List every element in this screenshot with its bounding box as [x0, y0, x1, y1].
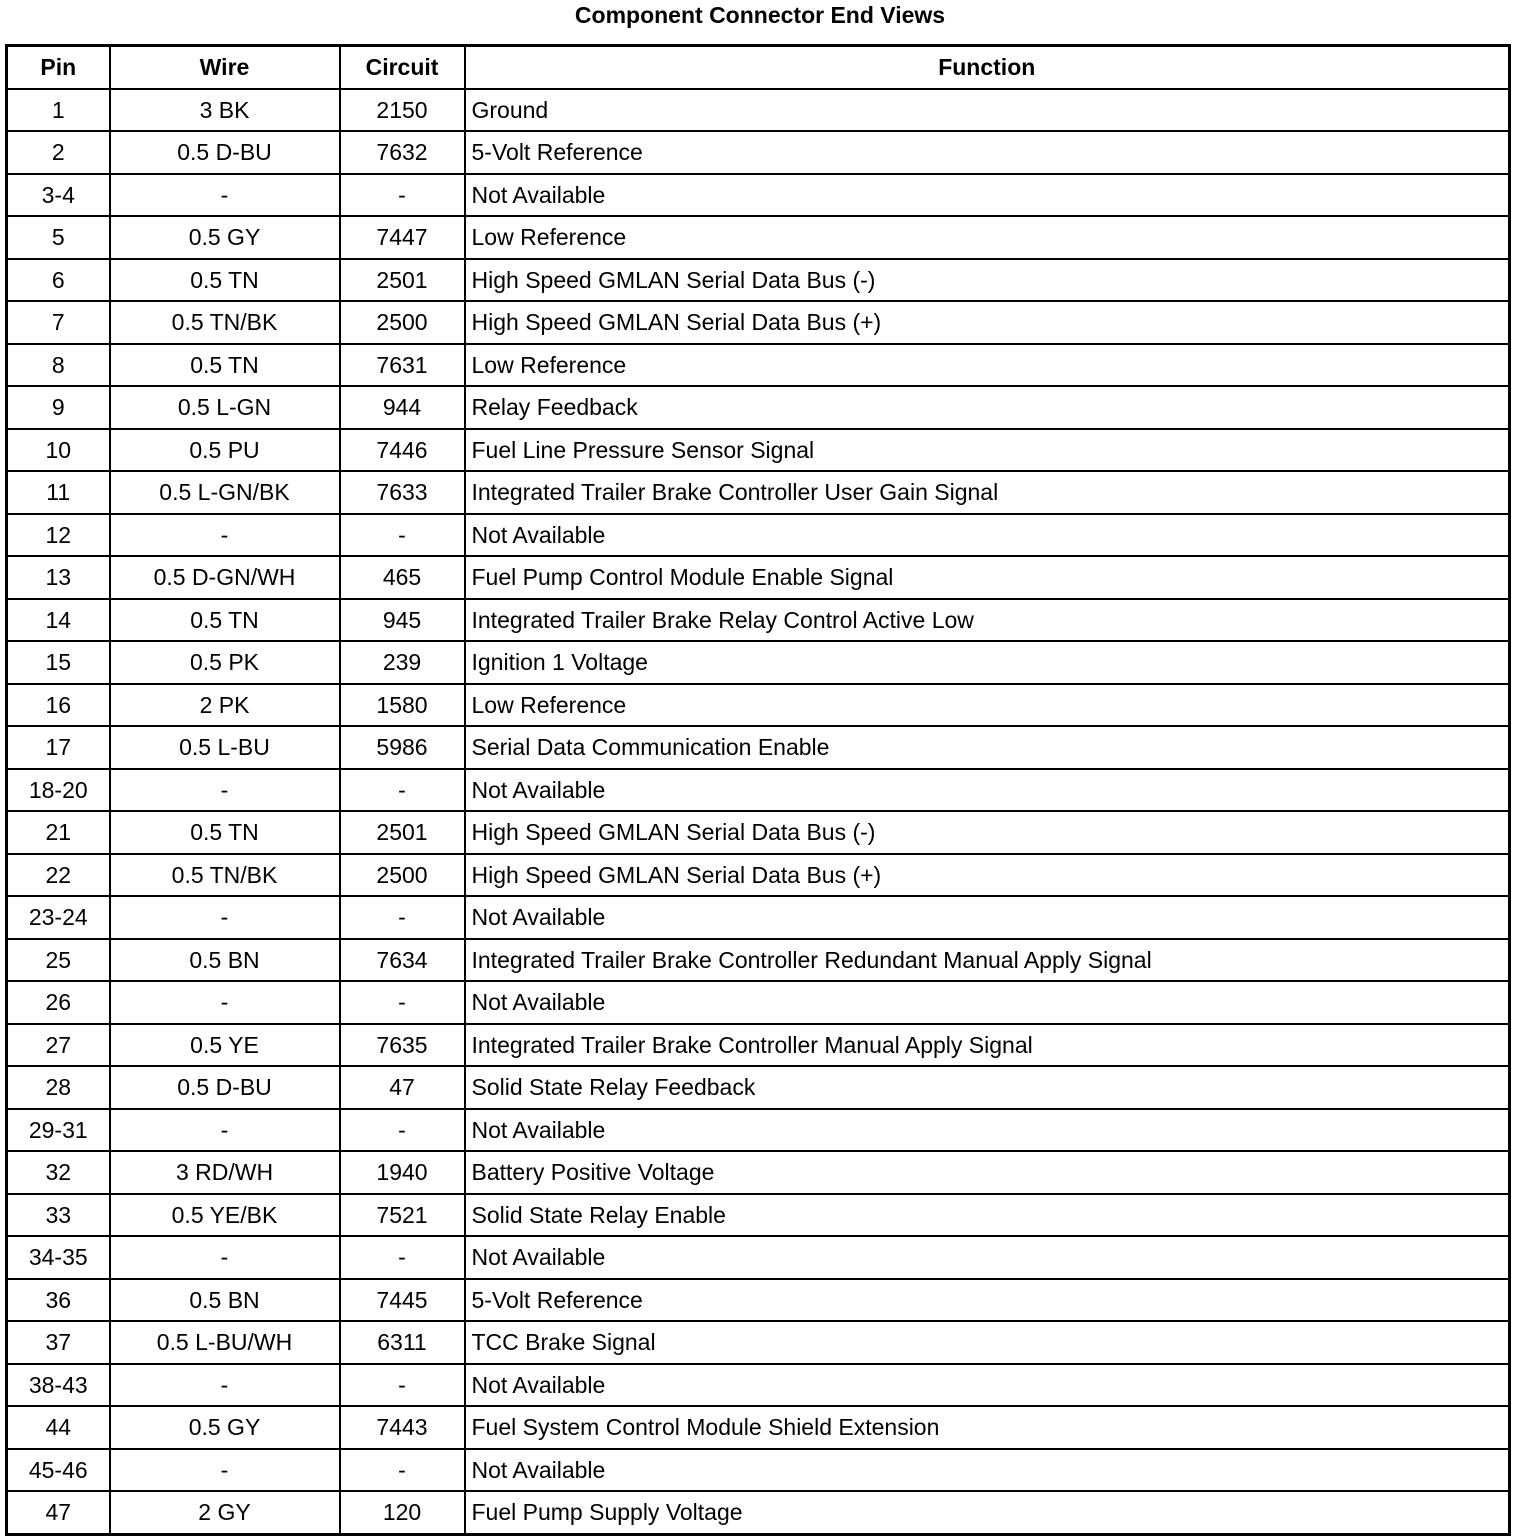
table-row [7, 1024, 1510, 1067]
cell-function: Low Reference [465, 216, 1510, 259]
table-row [7, 514, 1510, 557]
cell-wire: 0.5 D-GN/WH [110, 556, 340, 599]
table-row [7, 89, 1510, 132]
cell-function: High Speed GMLAN Serial Data Bus (+) [465, 854, 1510, 897]
cell-circuit: - [340, 896, 465, 939]
table-row [7, 1236, 1510, 1279]
cell-function: Not Available [465, 1449, 1510, 1492]
cell-circuit: 7443 [340, 1406, 465, 1449]
cell-circuit: - [340, 1109, 465, 1152]
cell-circuit: 2500 [340, 854, 465, 897]
cell-wire: 0.5 PU [110, 429, 340, 472]
cell-pin: 5 [7, 216, 110, 259]
table-row [7, 1279, 1510, 1322]
cell-pin: 25 [7, 939, 110, 982]
cell-wire: 0.5 D-BU [110, 131, 340, 174]
table-row [7, 301, 1510, 344]
cell-function: Low Reference [465, 684, 1510, 727]
cell-wire: 0.5 TN/BK [110, 301, 340, 344]
table-body [7, 89, 1510, 1535]
cell-circuit: - [340, 769, 465, 812]
cell-wire: 2 GY [110, 1491, 340, 1534]
table-row [7, 1364, 1510, 1407]
cell-function: Not Available [465, 174, 1510, 217]
header-pin: Pin [7, 46, 110, 89]
cell-function: 5-Volt Reference [465, 131, 1510, 174]
table-row [7, 556, 1510, 599]
cell-circuit: 7631 [340, 344, 465, 387]
cell-pin: 18-20 [7, 769, 110, 812]
table-row [7, 471, 1510, 514]
cell-wire: 0.5 YE [110, 1024, 340, 1067]
cell-circuit: 2500 [340, 301, 465, 344]
cell-wire: 0.5 TN/BK [110, 854, 340, 897]
cell-function: Not Available [465, 981, 1510, 1024]
cell-circuit: 2150 [340, 89, 465, 132]
connector-pin-table [5, 44, 1511, 1536]
cell-function: Integrated Trailer Brake Controller Redundant Manual Apply Signal [465, 939, 1510, 982]
cell-circuit: 7446 [340, 429, 465, 472]
cell-circuit: 6311 [340, 1321, 465, 1364]
cell-function: Integrated Trailer Brake Controller Manual Apply Signal [465, 1024, 1510, 1067]
cell-pin: 44 [7, 1406, 110, 1449]
table-row [7, 811, 1510, 854]
table-row [7, 429, 1510, 472]
cell-pin: 3-4 [7, 174, 110, 217]
cell-circuit: - [340, 1236, 465, 1279]
cell-function: Solid State Relay Enable [465, 1194, 1510, 1237]
cell-circuit: 945 [340, 599, 465, 642]
cell-circuit: 7447 [340, 216, 465, 259]
cell-wire: 0.5 GY [110, 216, 340, 259]
cell-pin: 33 [7, 1194, 110, 1237]
table-row [7, 1151, 1510, 1194]
cell-wire: - [110, 896, 340, 939]
cell-circuit: 465 [340, 556, 465, 599]
cell-function: Integrated Trailer Brake Controller User Gain Signal [465, 471, 1510, 514]
cell-wire: 0.5 TN [110, 599, 340, 642]
cell-wire: 0.5 D-BU [110, 1066, 340, 1109]
table-row [7, 259, 1510, 302]
cell-function: Not Available [465, 769, 1510, 812]
cell-circuit: 1580 [340, 684, 465, 727]
cell-pin: 10 [7, 429, 110, 472]
cell-function: Not Available [465, 896, 1510, 939]
cell-pin: 1 [7, 89, 110, 132]
table-row [7, 386, 1510, 429]
table-row [7, 1066, 1510, 1109]
cell-function: High Speed GMLAN Serial Data Bus (+) [465, 301, 1510, 344]
cell-wire: 0.5 GY [110, 1406, 340, 1449]
cell-wire: 0.5 TN [110, 811, 340, 854]
cell-circuit: 944 [340, 386, 465, 429]
cell-wire: 0.5 PK [110, 641, 340, 684]
cell-pin: 9 [7, 386, 110, 429]
cell-function: Relay Feedback [465, 386, 1510, 429]
cell-function: Low Reference [465, 344, 1510, 387]
cell-wire: 0.5 L-BU/WH [110, 1321, 340, 1364]
table-row [7, 684, 1510, 727]
cell-function: Fuel Pump Supply Voltage [465, 1491, 1510, 1534]
cell-circuit: - [340, 514, 465, 557]
cell-circuit: 47 [340, 1066, 465, 1109]
cell-pin: 7 [7, 301, 110, 344]
cell-wire: - [110, 1364, 340, 1407]
cell-circuit: 7634 [340, 939, 465, 982]
table-row [7, 216, 1510, 259]
cell-function: Fuel System Control Module Shield Extension [465, 1406, 1510, 1449]
cell-wire: 0.5 L-GN [110, 386, 340, 429]
cell-circuit: 2501 [340, 811, 465, 854]
table-row [7, 344, 1510, 387]
cell-function: Battery Positive Voltage [465, 1151, 1510, 1194]
cell-function: Not Available [465, 1236, 1510, 1279]
cell-pin: 14 [7, 599, 110, 642]
cell-pin: 26 [7, 981, 110, 1024]
cell-function: Ground [465, 89, 1510, 132]
cell-function: Fuel Pump Control Module Enable Signal [465, 556, 1510, 599]
cell-pin: 13 [7, 556, 110, 599]
table-row [7, 1449, 1510, 1492]
cell-function: Serial Data Communication Enable [465, 726, 1510, 769]
cell-wire: 3 RD/WH [110, 1151, 340, 1194]
cell-pin: 36 [7, 1279, 110, 1322]
cell-function: Solid State Relay Feedback [465, 1066, 1510, 1109]
cell-wire: 0.5 BN [110, 939, 340, 982]
cell-circuit: - [340, 1449, 465, 1492]
cell-pin: 11 [7, 471, 110, 514]
cell-function: Fuel Line Pressure Sensor Signal [465, 429, 1510, 472]
cell-wire: 0.5 L-BU [110, 726, 340, 769]
cell-pin: 47 [7, 1491, 110, 1534]
cell-circuit: 2501 [340, 259, 465, 302]
table-row [7, 1109, 1510, 1152]
cell-pin: 22 [7, 854, 110, 897]
cell-pin: 45-46 [7, 1449, 110, 1492]
cell-pin: 2 [7, 131, 110, 174]
cell-pin: 29-31 [7, 1109, 110, 1152]
header-wire: Wire [110, 46, 340, 89]
cell-pin: 37 [7, 1321, 110, 1364]
cell-function: 5-Volt Reference [465, 1279, 1510, 1322]
cell-wire: 3 BK [110, 89, 340, 132]
cell-circuit: 7521 [340, 1194, 465, 1237]
cell-function: Not Available [465, 514, 1510, 557]
cell-circuit: 5986 [340, 726, 465, 769]
table-row [7, 896, 1510, 939]
cell-pin: 38-43 [7, 1364, 110, 1407]
cell-wire: - [110, 769, 340, 812]
table-row [7, 599, 1510, 642]
cell-wire: - [110, 514, 340, 557]
cell-pin: 32 [7, 1151, 110, 1194]
cell-circuit: 7632 [340, 131, 465, 174]
cell-wire: - [110, 1109, 340, 1152]
cell-pin: 8 [7, 344, 110, 387]
cell-circuit: 7635 [340, 1024, 465, 1067]
page-title: Component Connector End Views [574, 2, 946, 28]
cell-wire: - [110, 174, 340, 217]
cell-function: Not Available [465, 1109, 1510, 1152]
table-row [7, 769, 1510, 812]
cell-circuit: - [340, 1364, 465, 1407]
table-row [7, 131, 1510, 174]
cell-wire: 0.5 TN [110, 344, 340, 387]
cell-function: High Speed GMLAN Serial Data Bus (-) [465, 259, 1510, 302]
table-row [7, 981, 1510, 1024]
cell-wire: 0.5 BN [110, 1279, 340, 1322]
cell-circuit: 7445 [340, 1279, 465, 1322]
cell-circuit: 120 [340, 1491, 465, 1534]
cell-circuit: - [340, 174, 465, 217]
table-row [7, 1491, 1510, 1534]
cell-function: TCC Brake Signal [465, 1321, 1510, 1364]
cell-circuit: 1940 [340, 1151, 465, 1194]
table-row [7, 726, 1510, 769]
cell-function: Not Available [465, 1364, 1510, 1407]
cell-circuit: 239 [340, 641, 465, 684]
cell-function: High Speed GMLAN Serial Data Bus (-) [465, 811, 1510, 854]
cell-pin: 21 [7, 811, 110, 854]
cell-function: Ignition 1 Voltage [465, 641, 1510, 684]
cell-pin: 28 [7, 1066, 110, 1109]
cell-wire: 0.5 L-GN/BK [110, 471, 340, 514]
table-row [7, 854, 1510, 897]
cell-pin: 12 [7, 514, 110, 557]
header-function: Function [465, 46, 1510, 89]
cell-pin: 34-35 [7, 1236, 110, 1279]
cell-pin: 6 [7, 259, 110, 302]
table-row [7, 641, 1510, 684]
table-row [7, 174, 1510, 217]
table-row [7, 1194, 1510, 1237]
cell-circuit: 7633 [340, 471, 465, 514]
cell-circuit: - [340, 981, 465, 1024]
cell-wire: 0.5 YE/BK [110, 1194, 340, 1237]
cell-pin: 23-24 [7, 896, 110, 939]
table-row [7, 1406, 1510, 1449]
cell-pin: 16 [7, 684, 110, 727]
cell-function: Integrated Trailer Brake Relay Control Active Low [465, 599, 1510, 642]
cell-wire: 2 PK [110, 684, 340, 727]
table-header-row [7, 46, 1510, 89]
cell-wire: - [110, 1449, 340, 1492]
header-circuit: Circuit [340, 46, 465, 89]
table-row [7, 939, 1510, 982]
cell-wire: - [110, 981, 340, 1024]
cell-wire: 0.5 TN [110, 259, 340, 302]
table-row [7, 1321, 1510, 1364]
cell-pin: 27 [7, 1024, 110, 1067]
cell-pin: 15 [7, 641, 110, 684]
cell-wire: - [110, 1236, 340, 1279]
cell-pin: 17 [7, 726, 110, 769]
